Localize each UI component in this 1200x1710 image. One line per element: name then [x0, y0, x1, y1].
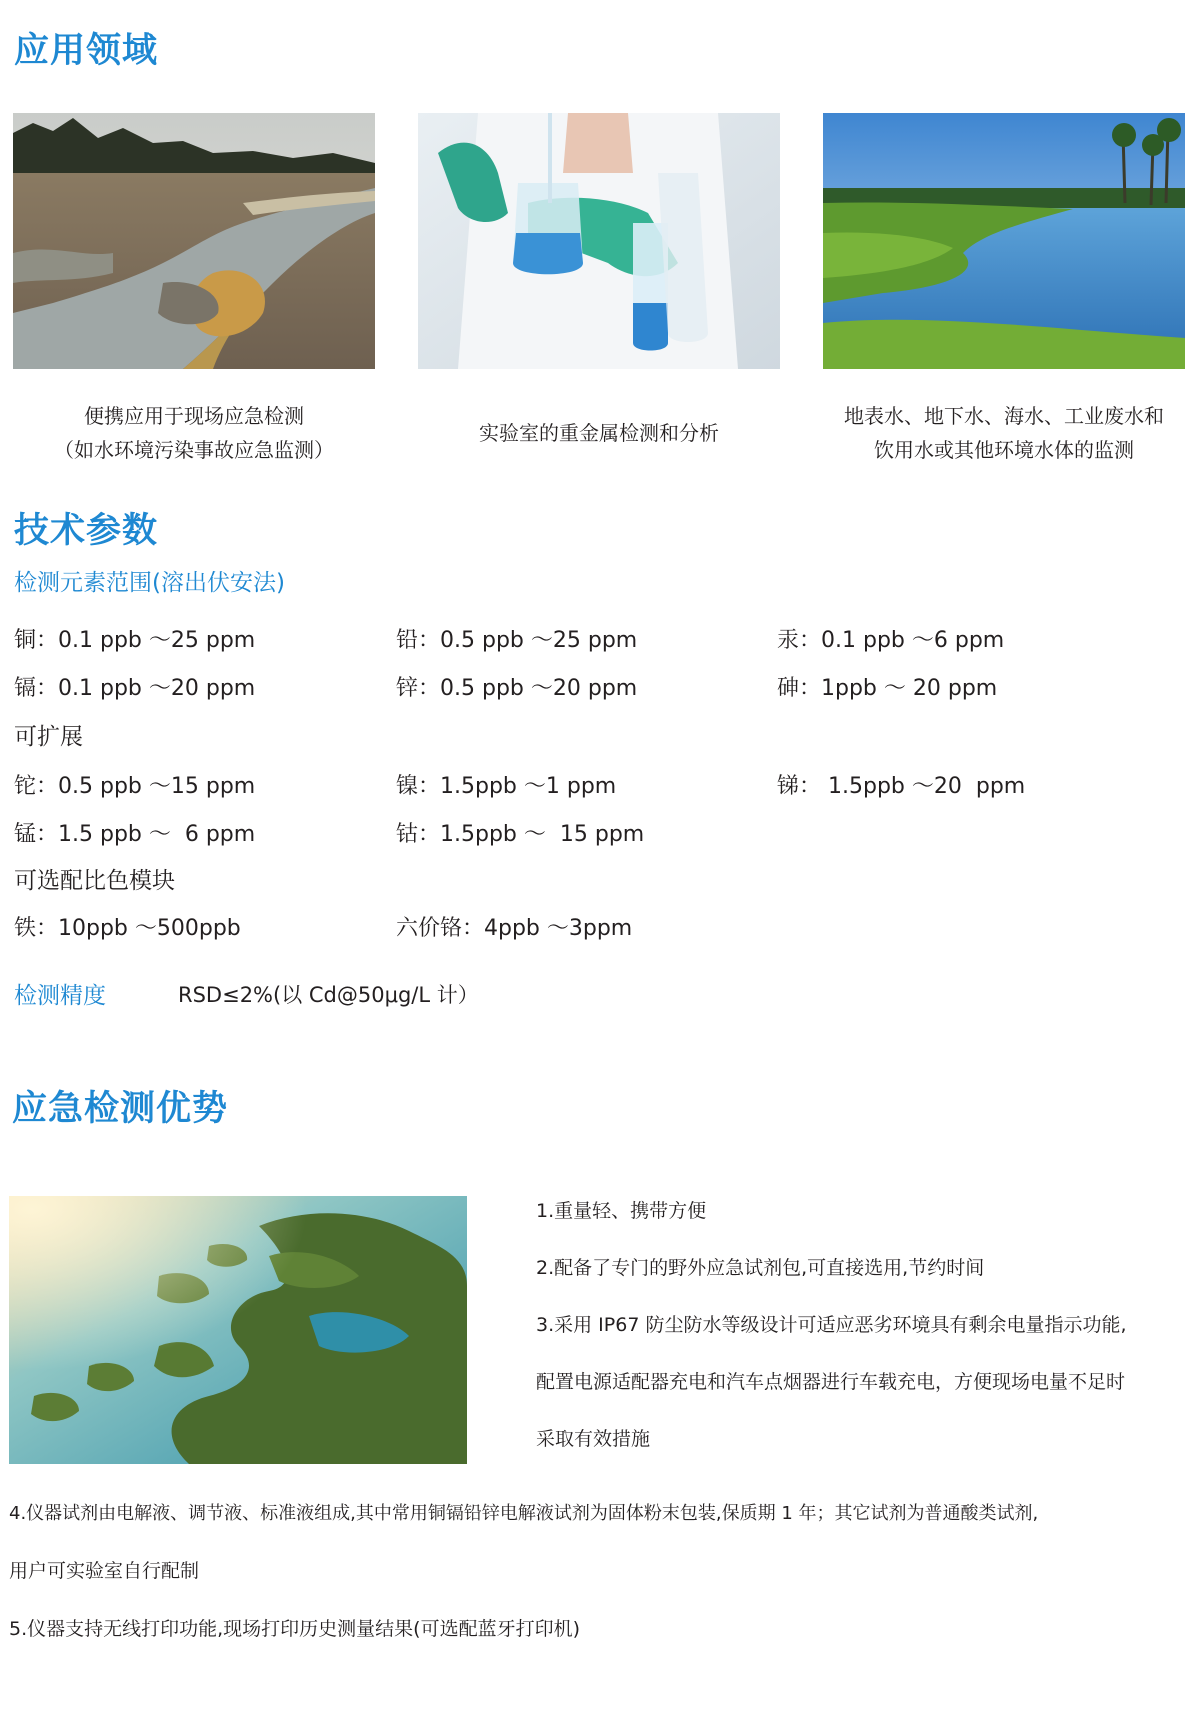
applications-heading: 应用领域 — [14, 31, 159, 71]
extendable-label: 可扩展 — [14, 724, 83, 750]
lake-photo — [823, 113, 1185, 369]
advantage-point-3-cont: 配置电源适配器充电和汽车点烟器进行车载充电，方便现场电量不足时 — [536, 1371, 1126, 1393]
application-caption-3 — [823, 399, 1185, 467]
param-lead: 铅：0.5 ppb ～25 ppm — [396, 628, 638, 653]
detection-range-subtitle: 检测元素范围(溶出伏安法) — [14, 570, 285, 596]
param-mercury: 汞：0.1 ppb ～6 ppm — [777, 628, 1005, 653]
application-caption-2 — [418, 416, 780, 450]
param-manganese: 锰：1.5 ppb ～ 6 ppm — [14, 822, 256, 847]
polluted-stream-photo — [13, 113, 375, 369]
color-module-label: 可选配比色模块 — [14, 868, 175, 894]
caption-line: 地表水、地下水、海水、工业废水和 — [844, 404, 1164, 428]
caption-line: （如水环境污染事故应急监测） — [54, 438, 334, 462]
advantage-point-4-cont: 用户可实验室自行配制 — [9, 1560, 200, 1582]
advantage-point-2: 2.配备了专门的野外应急试剂包,可直接选用,节约时间 — [536, 1257, 985, 1279]
param-nickel: 镍：1.5ppb ～1 ppm — [396, 774, 617, 799]
precision-value: RSD≤2%(以 Cd@50μg/L 计） — [178, 983, 479, 1007]
param-arsenic: 砷：1ppb ～ 20 ppm — [777, 676, 998, 701]
param-copper: 铜：0.1 ppb ～25 ppm — [14, 628, 256, 653]
aerial-islands-photo — [9, 1196, 467, 1464]
advantages-heading: 应急检测优势 — [12, 1089, 229, 1129]
advantage-point-3: 3.采用 IP67 防尘防水等级设计可适应恶劣环境具有剩余电量指示功能, — [536, 1314, 1127, 1336]
advantage-point-5: 5.仪器支持无线打印功能,现场打印历史测量结果(可选配蓝牙打印机) — [9, 1618, 580, 1640]
tech-params-heading: 技术参数 — [14, 511, 159, 551]
advantage-point-1: 1.重量轻、携带方便 — [536, 1200, 707, 1222]
param-cobalt: 钴：1.5ppb ～ 15 ppm — [396, 822, 645, 847]
advantage-point-4: 4.仪器试剂由电解液、调节液、标准液组成,其中常用铜镉铅锌电解液试剂为固体粉末包装,保质期 1 年；其它试剂为普通酸类试剂, — [9, 1503, 1039, 1524]
advantage-point-3-cont: 采取有效措施 — [536, 1428, 651, 1450]
param-iron: 铁：10ppb ～500ppb — [14, 916, 241, 941]
caption-line: 饮用水或其他环境水体的监测 — [874, 438, 1134, 462]
param-thallium: 铊：0.5 ppb ～15 ppm — [14, 774, 256, 799]
precision-label: 检测精度 — [14, 983, 106, 1009]
caption-line: 便携应用于现场应急检测 — [84, 404, 304, 428]
param-zinc: 锌：0.5 ppb ～20 ppm — [396, 676, 638, 701]
caption-line: 实验室的重金属检测和分析 — [479, 421, 719, 445]
param-hexavalent-chromium: 六价铬：4ppb ～3ppm — [396, 916, 633, 941]
laboratory-photo — [418, 113, 780, 369]
param-cadmium: 镉：0.1 ppb ～20 ppm — [14, 676, 256, 701]
application-caption-1 — [13, 399, 375, 467]
param-antimony: 锑： 1.5ppb ～20 ppm — [777, 774, 1026, 799]
